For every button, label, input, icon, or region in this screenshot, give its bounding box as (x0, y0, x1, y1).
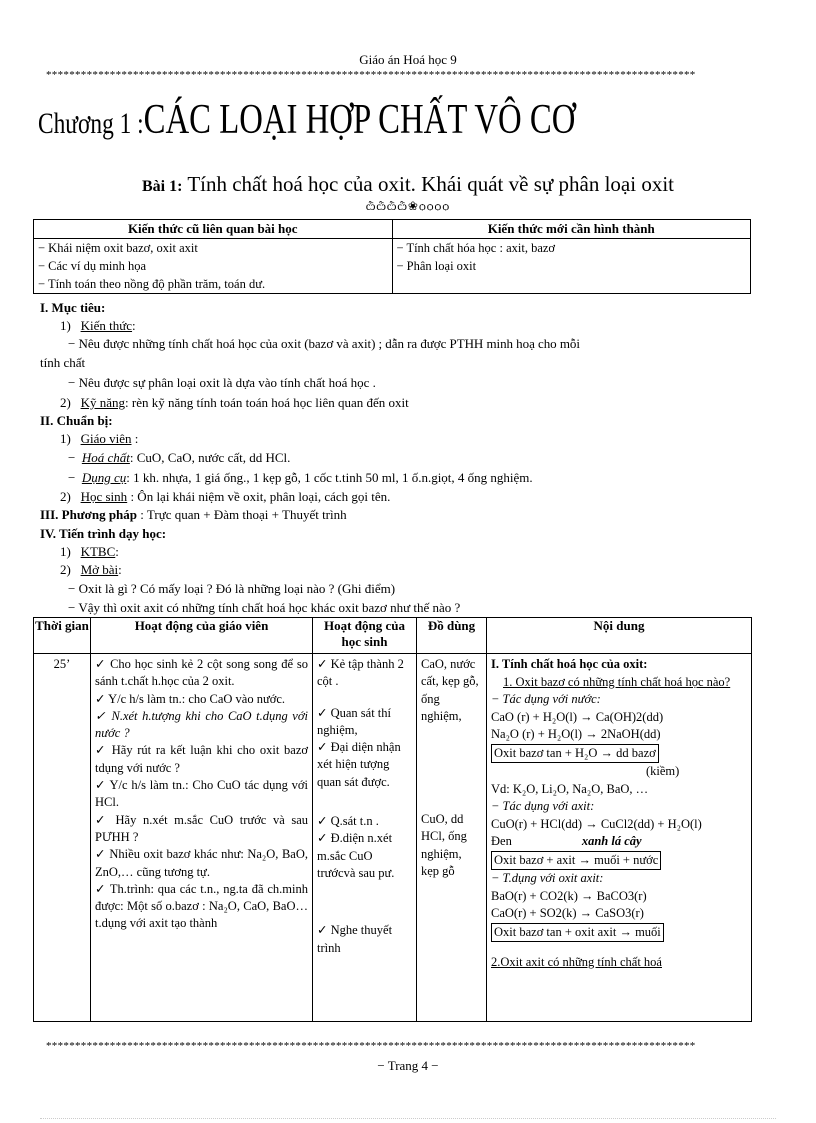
student-step: ✓ Q.sát t.n . (317, 814, 379, 829)
col-header-teacher: Hoạt động của giáo viên (91, 618, 313, 654)
knowledge-label: Kiến thức (80, 318, 133, 333)
chapter-name: CÁC LOẠI HỢP CHẤT VÔ CƠ (143, 97, 576, 143)
skills-label: Kỹ năng (80, 395, 126, 410)
list-item: − Các ví dụ minh họa (38, 259, 147, 273)
page-header-title: Giáo án Hoá học 9 (359, 52, 457, 67)
item-number: 1) (60, 318, 71, 333)
section-process: IV. Tiến trình dạy học: (40, 526, 167, 541)
section-objectives: I. Mục tiêu: (40, 300, 106, 315)
student-step: ✓ Kẻ tập thành 2 cột . (317, 657, 404, 689)
header-star-divider: **************************************************************************************************************** (46, 69, 696, 81)
ornament-divider: ѽѽѽѽ❀ѻѻѻѻ (365, 199, 451, 213)
page-number: − Trang 4 − (377, 1058, 439, 1073)
content-sub2: 2.Oxit axit có những tính chất hoá (491, 954, 662, 969)
list-item: − Khái niệm oxit bazơ, oxit axit (38, 241, 198, 255)
student-step: ✓ Quan sát thí nghiệm, (317, 705, 392, 737)
col-header-equipment: Đồ dùng (417, 618, 487, 654)
method-label: III. Phương pháp (40, 507, 138, 522)
lesson-name: Tính chất hoá học của oxit. Khái quát về sự phân loại oxit (187, 172, 674, 196)
section-method (40, 506, 347, 523)
student-text: : Ôn lại khái niệm về oxit, phân loại, cách gọi tên. (127, 489, 391, 504)
method-text: : Trực quan + Đàm thoại + Thuyết trình (137, 507, 347, 522)
objective-knowledge-b: − Nêu được sự phân loại oxit là dựa vào tính chất hoá học . (68, 375, 376, 390)
content-xanh: xanh lá cây (581, 834, 642, 849)
list-item: − Tính toán theo nồng độ phần trăm, toán dư. (38, 277, 266, 291)
prep-teacher: 1) Giáo viên : (60, 431, 139, 446)
knowledge-header-new: Kiến thức mới cần hình thành (392, 220, 751, 239)
equipment-text: : 1 kh. nhựa, 1 giá ống., 1 kẹp gỗ, 1 cốc t.tinh 50 ml, 1 ố.n.giọt, 4 ống nghiệm. (126, 470, 533, 485)
objective-knowledge: 1) Kiến thức: (60, 318, 136, 333)
item-number: 2) (60, 395, 71, 410)
knowledge-old-cell (34, 239, 393, 294)
process-ktbc: 1) KTBC: (60, 544, 119, 559)
lesson-label: Bài 1: (142, 178, 183, 195)
student-step: ✓ Nghe thuyết trình (317, 923, 393, 955)
student-label: Học sinh (80, 489, 128, 504)
objective-knowledge-a: − Nêu được những tính chất hoá học của oxit (bazơ và axit) ; dẫn ra được PTHH minh hoạ cho mỗi (68, 336, 580, 351)
skills-text: : rèn kỹ năng tính toán toán hoá học liên quan đến oxit (125, 395, 409, 410)
content-eq5: CaO(r) + SO2(k) → CaSO3(r) (491, 906, 644, 921)
col-header-student: Hoạt động của học sinh (313, 618, 417, 654)
col-header-time: Thời gian (34, 618, 91, 654)
teacher-label: Giáo viên (80, 431, 132, 446)
section-preparation: II. Chuẩn bị: (40, 413, 113, 428)
item-number: 1) (60, 544, 71, 559)
teacher-step: ✓ Y/c h/s làm tn.: cho CaO vào nước. (95, 691, 286, 706)
footer-star-divider: **************************************************************************************************************** (46, 1040, 696, 1052)
content-heading: I. Tính chất hoá học của oxit: (491, 657, 648, 671)
activity-table (33, 617, 752, 1022)
student-cell (313, 654, 417, 1022)
knowledge-table (33, 219, 751, 294)
content-eq2: Na₂O (r) + H₂O(l) → 2NaOH(dd) (491, 727, 661, 742)
col-header-content: Nội dung (487, 618, 752, 654)
content-eq1: CaO (r) + H₂O(l) → Ca(OH)2(dd) (491, 709, 664, 724)
ktbc-label: KTBC (80, 544, 116, 559)
knowledge-new-cell (392, 239, 751, 294)
content-sub1: 1. Oxit bazơ có những tính chất hoá học nào? (503, 674, 731, 689)
content-eq4: BaO(r) + CO2(k) → BaCO3(r) (491, 888, 647, 903)
process-intro: 2) Mở bài: (60, 562, 122, 577)
prep-student (60, 488, 390, 505)
content-eq3: CuO(r) + HCl(dd) → CuCl2(dd) + H₂O(l) (491, 816, 702, 831)
intro-question-b: − Vậy thì oxit axit có những tính chất hoá học khác oxit bazơ như thế nào ? (68, 600, 461, 615)
lesson-title (0, 172, 816, 197)
content-box1: Oxit bazơ tan + H₂O → dd bazơ (491, 744, 659, 763)
content-oxacid: − T.dụng với oxit axit: (491, 870, 604, 885)
equipment-label: Dụng cụ (81, 470, 127, 485)
item-number: 2) (60, 489, 71, 504)
student-step: ✓ Đ.diện n.xét m.sắc CuO trướcvà sau pư. (317, 831, 395, 880)
intro-question-a: − Oxit là gì ? Có mấy loại ? Đó là những loại nào ? (Ghi điểm) (68, 581, 396, 596)
content-box2: Oxit bazơ + axit → muối + nước (491, 851, 661, 870)
equipment-item: CaO, nước cất, kẹp gỗ, ống nghiệm, (421, 657, 479, 723)
content-kiem: (kiềm) (646, 763, 680, 778)
list-item: − Tính chất hóa học : axit, bazơ (396, 241, 556, 255)
objective-skills (60, 394, 409, 411)
equipment-item: CuO, dd HCl, ống nghiệm, kẹp gỗ (421, 812, 467, 879)
time-cell (34, 654, 91, 1022)
content-acid: − Tác dụng với axit: (491, 799, 595, 814)
chemicals-text: : CuO, CaO, nước cất, dd HCl. (129, 450, 291, 465)
item-number: 2) (60, 562, 71, 577)
chemicals-label: Hoá chất (81, 450, 130, 465)
content-vd: Vd: K₂O, Li₂O, Na₂O, BaO, … (491, 781, 649, 796)
teacher-step: ✓ N.xét h.tượng khi cho CaO t.dụng với nước ? (95, 708, 308, 741)
content-den: Đen (491, 834, 512, 849)
student-step: ✓ Đại diện nhận xét hiện tượng quan sát được. (317, 740, 401, 789)
teacher-cell (91, 654, 313, 1022)
prep-chemicals: − Hoá chất: CuO, CaO, nước cất, dd HCl. (68, 450, 291, 465)
teacher-step: ✓ Hãy n.xét m.sắc CuO trước và sau PƯHH ? (95, 812, 308, 844)
content-water: − Tác dụng với nước: (491, 692, 601, 707)
content-box3: Oxit bazơ tan + oxit axit → muối (491, 923, 664, 942)
knowledge-header-old: Kiến thức cũ liên quan bài học (34, 220, 393, 239)
equipment-cell (417, 654, 487, 1022)
teacher-step: ✓ Nhiều oxit bazơ khác như: Na₂O, BaO, ZnO,… cũng tương tự. (95, 847, 308, 879)
teacher-step: ✓ Cho học sinh kẻ 2 cột song song để so sánh t.chất h.học của 2 oxit. (95, 657, 308, 689)
chapter-prefix: Chương 1 : (38, 107, 144, 140)
teacher-step: ✓ Hãy rút ra kết luận khi cho oxit bazơ tdụng với nước ? (95, 743, 308, 775)
content-cell (487, 654, 752, 1022)
time-value: 25’ (53, 657, 71, 671)
item-number: 1) (60, 431, 71, 446)
objective-knowledge-a2: tính chất (40, 355, 86, 370)
teacher-step: ✓ Y/c h/s làm tn.: Cho CuO tác dụng với HCl. (95, 778, 308, 810)
prep-equipment: − Dụng cụ: 1 kh. nhựa, 1 giá ống., 1 kẹp gỗ, 1 cốc t.tinh 50 ml, 1 ố.n.giọt, 4 ống nghiệm. (68, 470, 533, 485)
page-bottom-divider (40, 1118, 776, 1119)
teacher-step: ✓ Th.trình: qua các t.n., ng.ta đã ch.minh được: Một số o.bazơ : Na₂O, CaO, BaO…t.dụng với axit tạo thành (95, 881, 308, 931)
list-item: − Phân loại oxit (396, 259, 477, 273)
intro-label: Mở bài (80, 562, 119, 577)
chapter-title (38, 96, 575, 144)
